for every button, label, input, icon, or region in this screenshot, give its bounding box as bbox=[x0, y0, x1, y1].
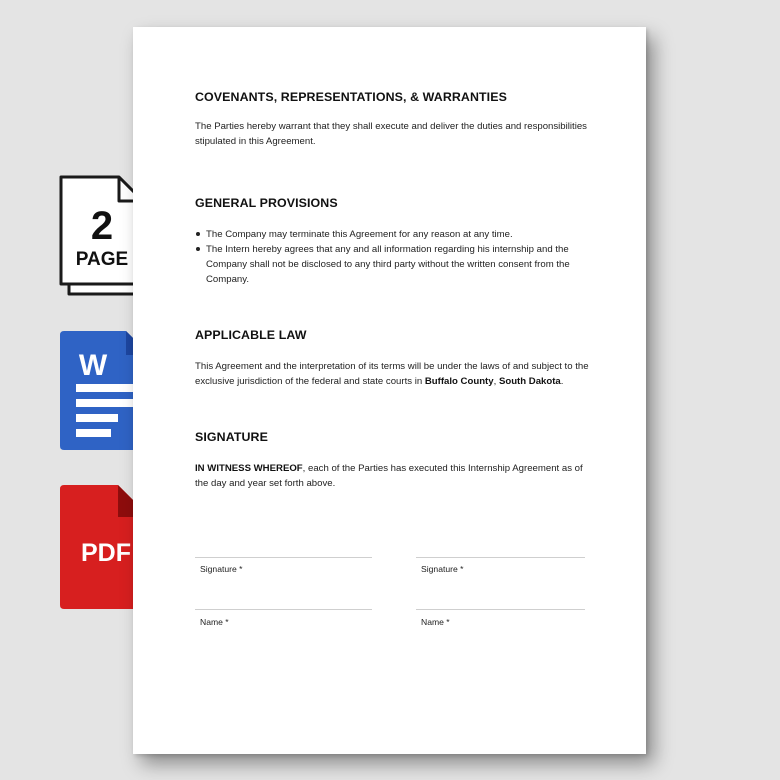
law-separator: , bbox=[493, 376, 499, 387]
law-period: . bbox=[560, 376, 564, 387]
left-signature-label: Signature * bbox=[200, 564, 243, 574]
right-name-label: Name * bbox=[421, 617, 450, 627]
witness-lead: IN WITNESS WHEREOF bbox=[195, 463, 303, 474]
applicable-law-paragraph bbox=[195, 359, 590, 389]
list-item: The Company may terminate this Agreement for any reason at any time. bbox=[195, 227, 590, 242]
left-name-label: Name * bbox=[200, 617, 229, 627]
witness-text: , each of the Parties has executed this Internship Agreement as of the day and year set forth above. bbox=[195, 463, 583, 489]
applicable-law-heading: APPLICABLE LAW bbox=[195, 328, 307, 342]
document-page bbox=[133, 27, 646, 754]
right-signature-line[interactable] bbox=[416, 557, 585, 558]
left-name-line[interactable] bbox=[195, 609, 372, 610]
list-item: The Intern hereby agrees that any and all information regarding his internship and the Company shall not be disclosed to any third party without the written consent from the Company. bbox=[195, 242, 590, 287]
right-signature-label: Signature * bbox=[421, 564, 464, 574]
general-provisions-list bbox=[195, 227, 590, 287]
word-line-3 bbox=[76, 414, 118, 422]
page-count-number: 2 bbox=[90, 204, 114, 248]
state-name: South Dakota bbox=[498, 376, 561, 387]
covenants-heading: COVENANTS, REPRESENTATIONS, & WARRANTIES bbox=[195, 90, 507, 104]
page-count-label: PAGE bbox=[75, 249, 129, 270]
covenants-paragraph: The Parties hereby warrant that they shall execute and deliver the duties and responsibilities stipulated in this Agreement. bbox=[195, 121, 587, 147]
word-line-2 bbox=[76, 399, 133, 407]
right-name-line[interactable] bbox=[416, 609, 585, 610]
word-letter: W bbox=[78, 349, 108, 382]
witness-paragraph bbox=[195, 461, 590, 491]
general-provisions-heading: GENERAL PROVISIONS bbox=[195, 196, 338, 210]
pdf-label: PDF bbox=[81, 539, 131, 567]
law-text: This Agreement and the interpretation of its terms will be under the laws of and subject to the exclusive jurisdiction of the federal and state courts in bbox=[195, 361, 589, 387]
word-line-1 bbox=[76, 384, 133, 392]
left-signature-line[interactable] bbox=[195, 557, 372, 558]
word-line-4 bbox=[76, 429, 111, 437]
signature-heading: SIGNATURE bbox=[195, 430, 268, 444]
county-name: Buffalo County bbox=[424, 376, 494, 387]
